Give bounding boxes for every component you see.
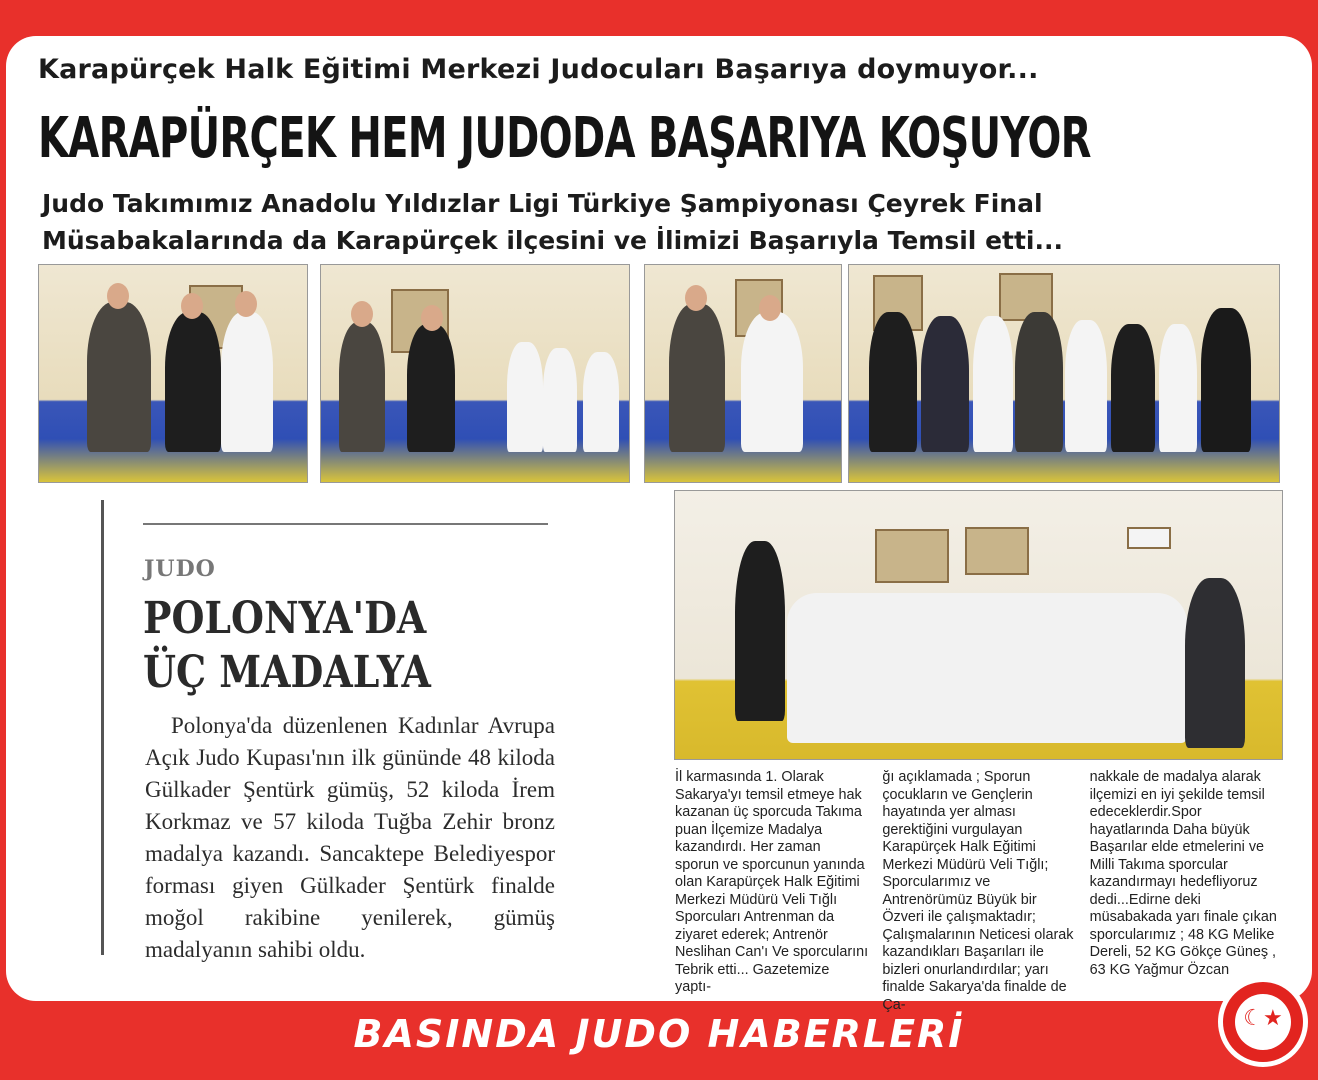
person-figure [669, 304, 725, 452]
article-column-1: İl karmasında 1. Olarak Sakarya'yı temsil etmeye hak kazanan üç sporcuda Takıma puan İlçemize Madalya kazandırdı. Her zaman sporun ve sporcunun yanında olan Karapürçek Halk Eğitimi Merkezi Müdürü Veli Tığlı Sporcuları Antrenman da ziyaret ederek; Antrenör Neslihan Can'ı Ve sporcularını Tebrik etti... Gazetemize yaptı- [675, 769, 869, 995]
person-figure [1185, 578, 1245, 748]
photo-award-2 [320, 264, 630, 483]
person-figure [1111, 324, 1155, 452]
judoka-group [787, 593, 1187, 743]
photo-award-3 [644, 264, 842, 483]
person-head [759, 295, 781, 321]
article-columns [675, 769, 1283, 1013]
clip-title [143, 592, 504, 700]
person-head [685, 285, 707, 311]
judoka-figure [583, 352, 619, 452]
person-figure [869, 312, 917, 452]
person-head [107, 283, 129, 309]
person-head [351, 301, 373, 327]
judoka-figure [1065, 320, 1107, 452]
subhead-line-2: Müsabakalarında da Karapürçek ilçesini ve İlimizi Başarıyla Temsil etti... [42, 226, 1063, 255]
wall-sign [1127, 527, 1171, 549]
wall-poster [965, 527, 1029, 575]
article-column-2: ğı açıklamada ; Sporun çocukların ve Gençlerin hayatında yer alması gerektiğini vurgulayan Karapürçek Halk Eğitimi Merkezi Müdürü Veli Tığlı; Sporcularımız ve Antrenörümüz Büyük bir Özveri ile çalışmaktadır; Çalışmalarının Neticesi olarak kazandıkları Başarıları ile bizleri onurlandırdılar; yarı finalde Sakarya'da finalde de Ça- [882, 769, 1074, 1013]
photo-award-1 [38, 264, 308, 483]
subhead [42, 185, 1292, 259]
person-head [181, 293, 203, 319]
federation-seal-icon [1218, 977, 1308, 1067]
judoka-figure [1159, 324, 1197, 452]
photo-group-award [848, 264, 1280, 483]
person-figure [339, 322, 385, 452]
seal-star-icon: ☾★ [1243, 1006, 1283, 1031]
person-figure [735, 541, 785, 721]
person-figure [165, 312, 221, 452]
person-figure [1015, 312, 1063, 452]
photo-team-group [674, 490, 1283, 760]
judoka-figure [741, 312, 803, 452]
subhead-line-1: Judo Takımımız Anadolu Yıldızlar Ligi Türkiye Şampiyonası Çeyrek Final [42, 189, 1043, 218]
clip-section-label: JUDO [144, 556, 216, 582]
seal-inner [1235, 994, 1291, 1050]
person-figure [921, 316, 969, 452]
headline: KARAPÜRÇEK HEM JUDODA BAŞARIYA KOŞUYOR [38, 106, 1091, 171]
person-figure [87, 302, 151, 452]
clip-title-line-1: POLONYA'DA [143, 593, 427, 644]
clip-vertical-rule [101, 500, 104, 955]
person-head [235, 291, 257, 317]
footer-title: BASINDA JUDO HABERLERİ [353, 1012, 965, 1056]
clip-horizontal-rule [143, 523, 548, 525]
judoka-figure [221, 312, 273, 452]
person-figure [407, 324, 455, 452]
article-column-3: nakkale de madalya alarak ilçemizi en iyi şekilde temsil edeceklerdir.Spor hayatlarında Daha büyük Başarılar elde etmelerini ve Milli Takıma sporcular kazandırmayı hedefliyoruz dedi...Edirne deki müsabakada yarı finale çıkan sporcularımız ; 48 KG Melike Dereli, 52 KG Gökçe Güneş , 63 KG Yağmur Özcan [1089, 769, 1277, 978]
person-figure [1201, 308, 1251, 452]
judoka-figure [507, 342, 543, 452]
clip-title-line-2: ÜÇ MADALYA [143, 647, 431, 698]
person-head [421, 305, 443, 331]
kicker-text: Karapürçek Halk Eğitimi Merkezi Judocuları Başarıya doymuyor... [38, 54, 1039, 85]
judoka-figure [973, 316, 1013, 452]
clip-body: Polonya'da düzenlenen Kadınlar Avrupa Açık Judo Kupası'nın ilk gününde 48 kiloda Gülkader Şentürk gümüş, 52 kiloda İrem Korkmaz ve 57 kiloda Tuğba Zehir bronz madalya kazandı. Sancaktepe Belediyespor forması giyen Gülkader Şentürk finalde moğol rakibine yenilerek, gümüş madalyanın sahibi oldu. [145, 713, 555, 962]
wall-poster [875, 529, 949, 583]
judoka-figure [543, 348, 577, 452]
